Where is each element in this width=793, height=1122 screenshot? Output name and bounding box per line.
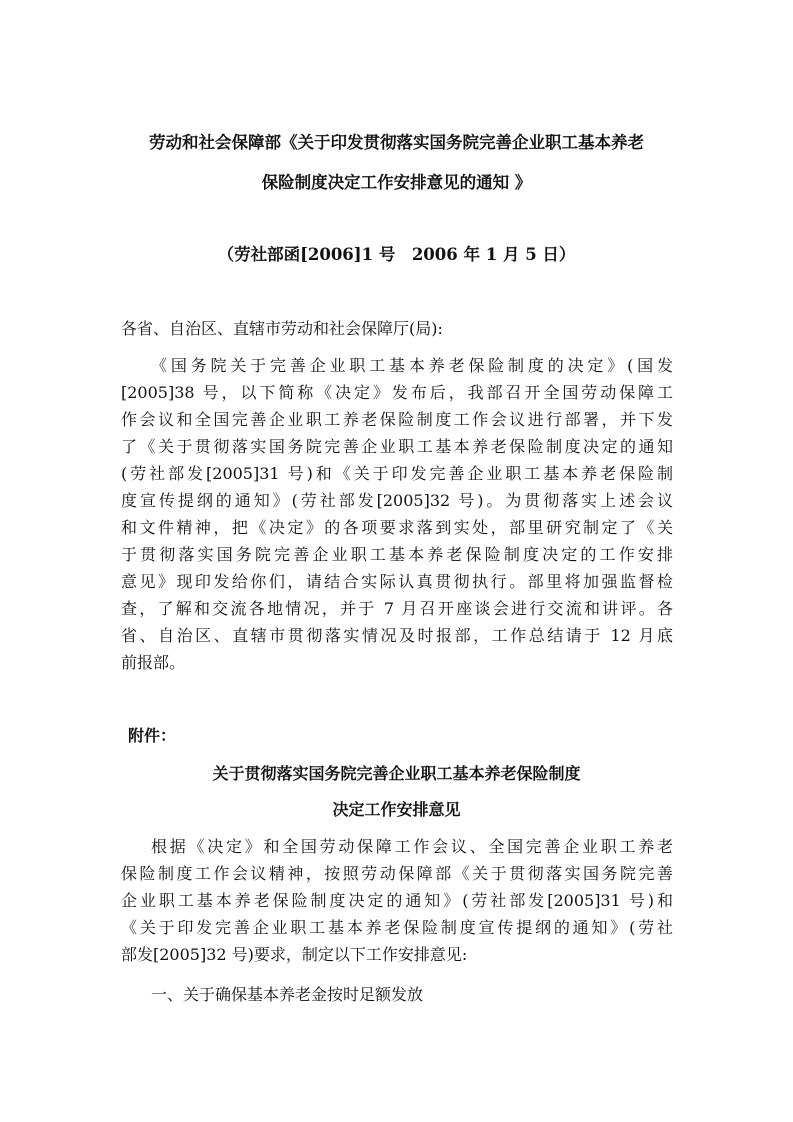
attachment-title-line-2: 决定工作安排意见 [332,800,461,819]
document-title-line-2: 保险制度决定工作安排意见的通知 》 [261,173,532,192]
paragraph-line: 度宣传提纲的通知》(劳社部发[2005]32 号)。为贯彻落实上述会议 [121,491,673,510]
paragraph-line: 《国务院关于完善企业职工基本养老保险制度的决定》(国发 [151,356,673,375]
paragraph-line: 根据《决定》和全国劳动保障工作会议、全国完善企业职工养老 [151,837,673,856]
paragraph-line: [2005]38 号，以下简称《决定》发布后，我部召开全国劳动保障工 [121,383,673,402]
paragraph-line: 了《关于贯彻落实国务院完善企业职工基本养老保险制度决定的通知 [121,437,673,456]
paragraph-line: 和文件精神，把《决定》的各项要求落到实处，部里研究制定了《关 [121,518,673,537]
document-title-line-1: 劳动和社会保障部《关于印发贯彻落实国务院完善企业职工基本养老 [149,133,644,152]
paragraph-line: 省、自治区、直辖市贯彻落实情况及时报部，工作总结请于 12 月底 [121,626,673,645]
attachment-title-line-1: 关于贯彻落实国务院完善企业职工基本养老保险制度 [212,764,581,783]
paragraph-line: 作会议和全国完善企业职工养老保险制度工作会议进行部署，并下发 [121,410,673,429]
attachment-label: 附件： [128,726,177,745]
section-1-heading: 一、关于确保基本养老金按时足额发放 [151,985,424,1004]
paragraph-line: 保险制度工作会议精神，按照劳动保障部《关于贯彻落实国务院完善 [121,864,673,883]
paragraph-line: 《关于印发完善企业职工基本养老保险制度宣传提纲的通知》(劳社 [121,918,673,937]
paragraph-line: 部发[2005]32 号)要求，制定以下工作安排意见: [121,945,468,964]
salutation: 各省、自治区、直辖市劳动和社会保障厅(局): [121,319,443,338]
paragraph-line: 企业职工基本养老保险制度决定的通知》(劳社部发[2005]31 号)和 [121,891,673,910]
paragraph-line: 于贯彻落实国务院完善企业职工基本养老保险制度决定的工作安排 [121,545,673,564]
paragraph-line: 查，了解和交流各地情况，并于 7 月召开座谈会进行交流和讲评。各 [121,599,673,618]
paragraph-line: 意见》现印发给你们，请结合实际认真贯彻执行。部里将加强监督检 [121,572,673,591]
paragraph-line: (劳社部发[2005]31 号)和《关于印发完善企业职工基本养老保险制 [121,464,673,483]
document-number: （劳社部函[2006]1 号 2006 年 1 月 5 日） [217,245,576,264]
paragraph-line: 前报部。 [121,653,186,672]
